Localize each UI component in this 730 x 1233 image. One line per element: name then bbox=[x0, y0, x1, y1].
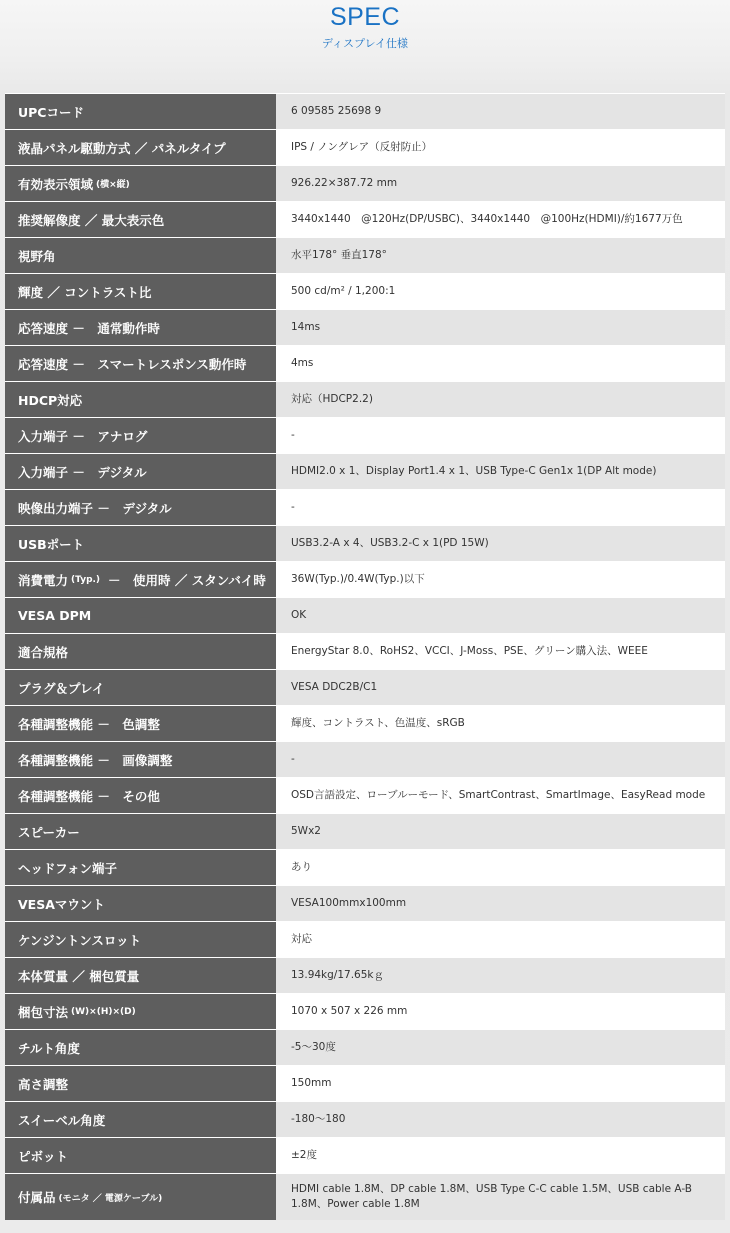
spec-row bbox=[5, 273, 725, 309]
spec-label bbox=[5, 1066, 276, 1101]
spec-row bbox=[5, 525, 725, 561]
spec-label-text: VESA DPM bbox=[18, 608, 92, 623]
spec-label bbox=[5, 850, 276, 885]
spec-row bbox=[5, 237, 725, 273]
spec-label bbox=[5, 1138, 276, 1173]
spec-label-note: (W)×(H)×(D) bbox=[71, 1006, 136, 1017]
spec-label bbox=[5, 202, 276, 237]
spec-row bbox=[5, 561, 725, 597]
spec-row bbox=[5, 777, 725, 813]
spec-row bbox=[5, 1173, 725, 1220]
spec-label bbox=[5, 526, 276, 561]
spec-row bbox=[5, 1137, 725, 1173]
spec-row bbox=[5, 957, 725, 993]
spec-value: 36W(Typ.)/0.4W(Typ.)以下 bbox=[276, 562, 725, 597]
spec-label bbox=[5, 922, 276, 957]
spec-value: 4ms bbox=[276, 346, 725, 381]
spec-value: 14ms bbox=[276, 310, 725, 345]
spec-value: 対応（HDCP2.2) bbox=[276, 382, 725, 417]
spec-value: HDMI2.0 x 1、Display Port1.4 x 1、USB Type-C Gen1x 1(DP Alt mode) bbox=[276, 454, 725, 489]
spec-row bbox=[5, 885, 725, 921]
spec-label bbox=[5, 598, 276, 633]
spec-label-text: ピボット bbox=[18, 1148, 69, 1164]
spec-row bbox=[5, 453, 725, 489]
spec-value: OSD言語設定、ローブルーモード、SmartContrast、SmartImage、EasyRead mode bbox=[276, 778, 725, 813]
spec-value: 水平178° 垂直178° bbox=[276, 238, 725, 273]
spec-row bbox=[5, 201, 725, 237]
spec-label-text: スピーカー bbox=[18, 824, 80, 840]
spec-label-text: VESAマウント bbox=[18, 896, 105, 912]
spec-label bbox=[5, 634, 276, 669]
spec-label-text: ヘッドフォン端子 bbox=[18, 860, 118, 876]
spec-label bbox=[5, 1102, 276, 1137]
spec-row bbox=[5, 597, 725, 633]
spec-value: 500 cd/m² / 1,200:1 bbox=[276, 274, 725, 309]
spec-label bbox=[5, 1174, 276, 1220]
spec-value: あり bbox=[276, 850, 725, 885]
spec-value: VESA100mmx100mm bbox=[276, 886, 725, 921]
spec-label-text: 付属品 bbox=[18, 1190, 56, 1205]
spec-label bbox=[5, 310, 276, 345]
spec-row bbox=[5, 381, 725, 417]
spec-row bbox=[5, 93, 725, 129]
spec-row bbox=[5, 309, 725, 345]
spec-value: 輝度、コントラスト、色温度、sRGB bbox=[276, 706, 725, 741]
spec-value: - bbox=[276, 490, 725, 525]
spec-label-text: 適合規格 bbox=[18, 644, 69, 660]
spec-row bbox=[5, 1101, 725, 1137]
spec-row bbox=[5, 1065, 725, 1101]
spec-label-text: 応答速度 － スマートレスポンス動作時 bbox=[18, 356, 247, 372]
spec-label bbox=[5, 1030, 276, 1065]
spec-label bbox=[5, 958, 276, 993]
spec-value: 13.94kg/17.65kｇ bbox=[276, 958, 725, 993]
spec-label-text: 消費電力 bbox=[18, 572, 69, 588]
spec-label-text: 輝度 ／ コントラスト比 bbox=[18, 284, 152, 300]
spec-label-text: チルト角度 bbox=[18, 1040, 80, 1056]
spec-label-note: (Typ.) bbox=[71, 574, 101, 585]
spec-value: -5～30度 bbox=[276, 1030, 725, 1065]
spec-label-text: スイーベル角度 bbox=[18, 1112, 106, 1128]
spec-label bbox=[5, 238, 276, 273]
spec-value: USB3.2-A x 4、USB3.2-C x 1(PD 15W) bbox=[276, 526, 725, 561]
spec-value: 1070 x 507 x 226 mm bbox=[276, 994, 725, 1029]
spec-label-text: 入力端子 － デジタル bbox=[18, 464, 147, 480]
spec-label-text: 推奨解像度 ／ 最大表示色 bbox=[18, 212, 165, 228]
spec-header bbox=[0, 0, 730, 93]
spec-row bbox=[5, 849, 725, 885]
spec-row bbox=[5, 741, 725, 777]
spec-label bbox=[5, 346, 276, 381]
spec-label bbox=[5, 706, 276, 741]
spec-label-text: 各種調整機能 － その他 bbox=[18, 788, 160, 804]
spec-label-note: (モニタ ／ 電源ケーブル) bbox=[58, 1193, 163, 1204]
spec-value: EnergyStar 8.0、RoHS2、VCCI、J-Moss、PSE、グリーン購入法、WEEE bbox=[276, 634, 725, 669]
spec-label-text: 応答速度 － 通常動作時 bbox=[18, 320, 160, 336]
spec-label bbox=[5, 742, 276, 777]
spec-row bbox=[5, 669, 725, 705]
spec-row bbox=[5, 417, 725, 453]
spec-label-text: 映像出力端子 － デジタル bbox=[18, 500, 172, 516]
spec-label bbox=[5, 454, 276, 489]
spec-value: -180～180 bbox=[276, 1102, 725, 1137]
spec-row bbox=[5, 1029, 725, 1065]
spec-label-note: (横×縦) bbox=[96, 180, 130, 190]
spec-value: IPS / ノングレア（反射防止） bbox=[276, 130, 725, 165]
spec-label bbox=[5, 382, 276, 417]
spec-label bbox=[5, 886, 276, 921]
spec-label bbox=[5, 130, 276, 165]
spec-label bbox=[5, 778, 276, 813]
spec-label-text: 液晶パネル駆動方式 ／ パネルタイプ bbox=[18, 140, 226, 156]
spec-value: 対応 bbox=[276, 922, 725, 957]
spec-label bbox=[5, 562, 276, 597]
spec-row bbox=[5, 165, 725, 201]
spec-label-text: プラグ＆プレイ bbox=[18, 680, 105, 696]
spec-label bbox=[5, 814, 276, 849]
spec-row bbox=[5, 705, 725, 741]
spec-label bbox=[5, 166, 276, 201]
spec-value: 3440x1440 @120Hz(DP/USBC)、3440x1440 @100Hz(HDMI)/約1677万色 bbox=[276, 202, 725, 237]
spec-label-text: 各種調整機能 － 画像調整 bbox=[18, 752, 173, 768]
spec-label-text: UPCコード bbox=[18, 104, 84, 120]
spec-value: ±2度 bbox=[276, 1138, 725, 1173]
spec-row bbox=[5, 345, 725, 381]
spec-label-suffix: － 使用時 ／ スタンバイ時 bbox=[108, 572, 266, 588]
spec-label bbox=[5, 670, 276, 705]
spec-value: - bbox=[276, 418, 725, 453]
spec-value: - bbox=[276, 742, 725, 777]
spec-label bbox=[5, 994, 276, 1029]
spec-label-text: 視野角 bbox=[18, 248, 56, 264]
spec-value: HDMI cable 1.8M、DP cable 1.8M、USB Type C-C cable 1.5M、USB cable A-B 1.8M、Power cable 1.8M bbox=[276, 1174, 725, 1220]
spec-label bbox=[5, 418, 276, 453]
page-subtitle: ディスプレイ仕様 bbox=[321, 37, 409, 50]
spec-value: OK bbox=[276, 598, 725, 633]
spec-label bbox=[5, 274, 276, 309]
spec-value: 5Wx2 bbox=[276, 814, 725, 849]
spec-label-text: 梱包寸法 bbox=[18, 1004, 69, 1020]
spec-label-text: 各種調整機能 － 色調整 bbox=[18, 716, 160, 732]
spec-label-text: 本体質量 ／ 梱包質量 bbox=[18, 968, 140, 984]
spec-value: VESA DDC2B/C1 bbox=[276, 670, 725, 705]
spec-label-text: HDCP対応 bbox=[18, 392, 83, 408]
spec-row bbox=[5, 129, 725, 165]
spec-row bbox=[5, 813, 725, 849]
spec-label-text: 入力端子 － アナログ bbox=[18, 428, 148, 444]
spec-row bbox=[5, 993, 725, 1029]
spec-label-text: ケンジントンスロット bbox=[18, 932, 142, 948]
spec-label-text: 有効表示領域 bbox=[18, 176, 94, 192]
spec-row bbox=[5, 633, 725, 669]
spec-value: 6 09585 25698 9 bbox=[276, 94, 725, 129]
spec-label-text: 高さ調整 bbox=[18, 1076, 69, 1092]
spec-table bbox=[5, 93, 725, 1220]
spec-value: 150mm bbox=[276, 1066, 725, 1101]
page-title: SPEC bbox=[329, 3, 401, 31]
spec-value: 926.22×387.72 mm bbox=[276, 166, 725, 201]
spec-row bbox=[5, 489, 725, 525]
spec-row bbox=[5, 921, 725, 957]
spec-label-text: USBポート bbox=[18, 536, 85, 552]
spec-label bbox=[5, 490, 276, 525]
spec-label bbox=[5, 94, 276, 129]
